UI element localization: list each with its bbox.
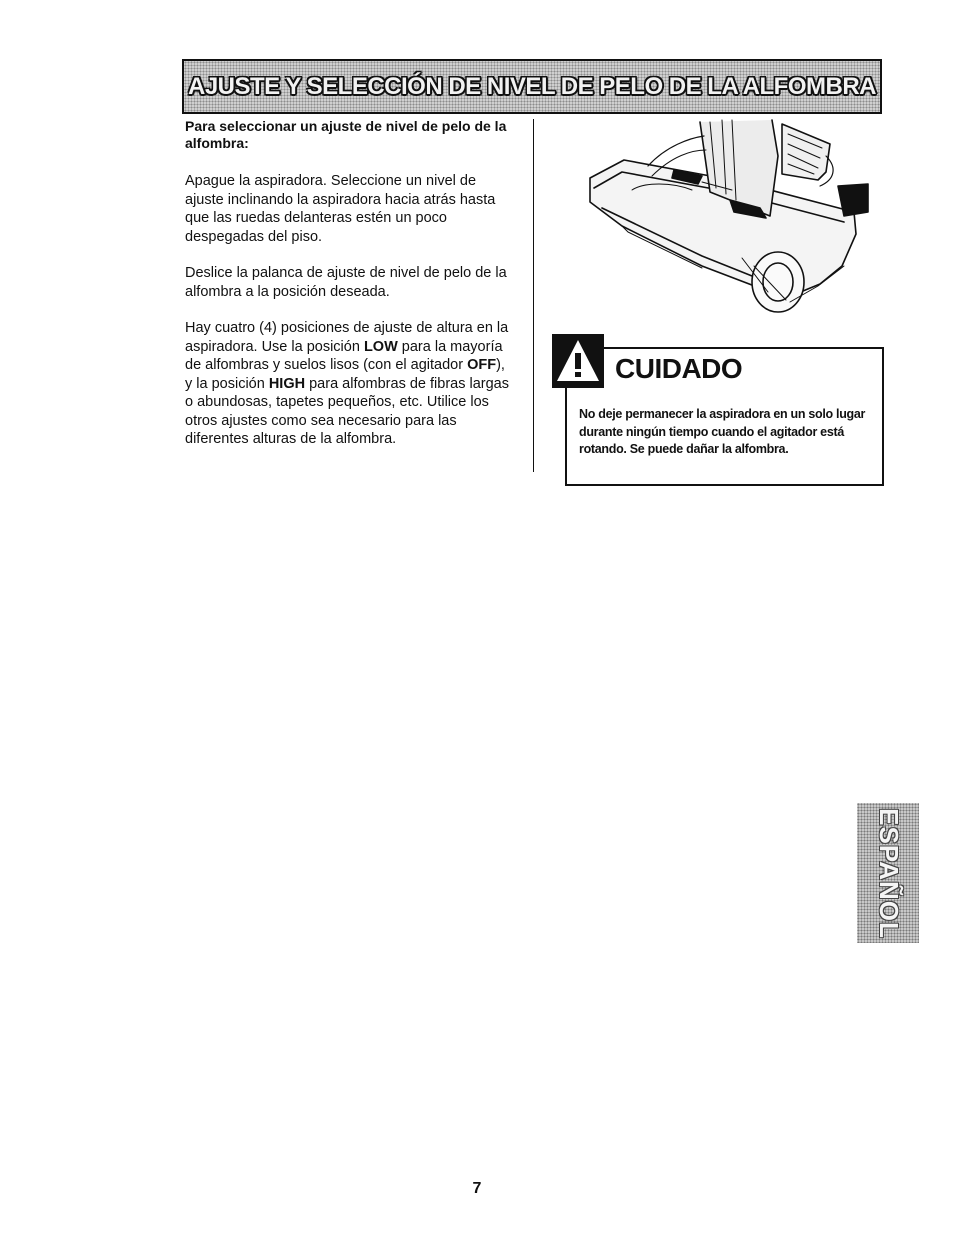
language-side-tab	[857, 803, 919, 943]
paragraph-3-part-2: para la mayoría de alfombras y suelos lisos (con el agitador	[185, 338, 503, 373]
paragraph-3-part-3: ), y la posición	[185, 357, 505, 392]
page-number: 7	[472, 1180, 482, 1197]
off-setting-label: OFF	[467, 357, 497, 373]
language-side-tab-label: ESPAÑOL	[873, 807, 904, 939]
warning-triangle-icon	[552, 334, 604, 388]
instructions-subheading: Para seleccionar un ajuste de nivel de pelo de la alfombra:	[185, 118, 507, 151]
caution-text: No deje permanecer la aspiradora en un solo lugar durante ningún tiempo cuando el agitador está rotando. Se puede dañar la alfombra.	[579, 407, 866, 456]
paragraph-3-part-1: Hay cuatro (4) posiciones de ajuste de altura en la aspiradora. Use la posición	[185, 320, 509, 355]
instructions-paragraph-1: Apague la aspiradora. Seleccione un nivel de ajuste inclinando la aspiradora hacia atrás hasta que las ruedas delanteras estén un poco despegadas del piso.	[185, 173, 496, 245]
instructions-column	[185, 118, 515, 467]
paragraph-3-part-4: para alfombras de fibras largas o abundosas, tapetes pequeños, etc. Utilice los otros ajustes como sea necesario para las diferentes alturas de la alfombra.	[185, 375, 509, 447]
column-divider	[533, 119, 534, 472]
section-title: AJUSTE Y SELECCIÓN DE NIVEL DE PELO DE LA ALFOMBRA	[188, 72, 876, 100]
instructions-paragraph-3	[185, 319, 515, 449]
section-title-banner	[182, 59, 882, 114]
vacuum-nozzle-illustration	[582, 116, 874, 328]
high-setting-label: HIGH	[268, 375, 306, 392]
low-setting-label: LOW	[363, 338, 398, 355]
caution-box	[565, 347, 884, 486]
instructions-paragraph-2: Deslice la palanca de ajuste de nivel de pelo de la alfombra a la posición deseada.	[185, 265, 507, 300]
caution-title: CUIDADO	[615, 353, 743, 384]
